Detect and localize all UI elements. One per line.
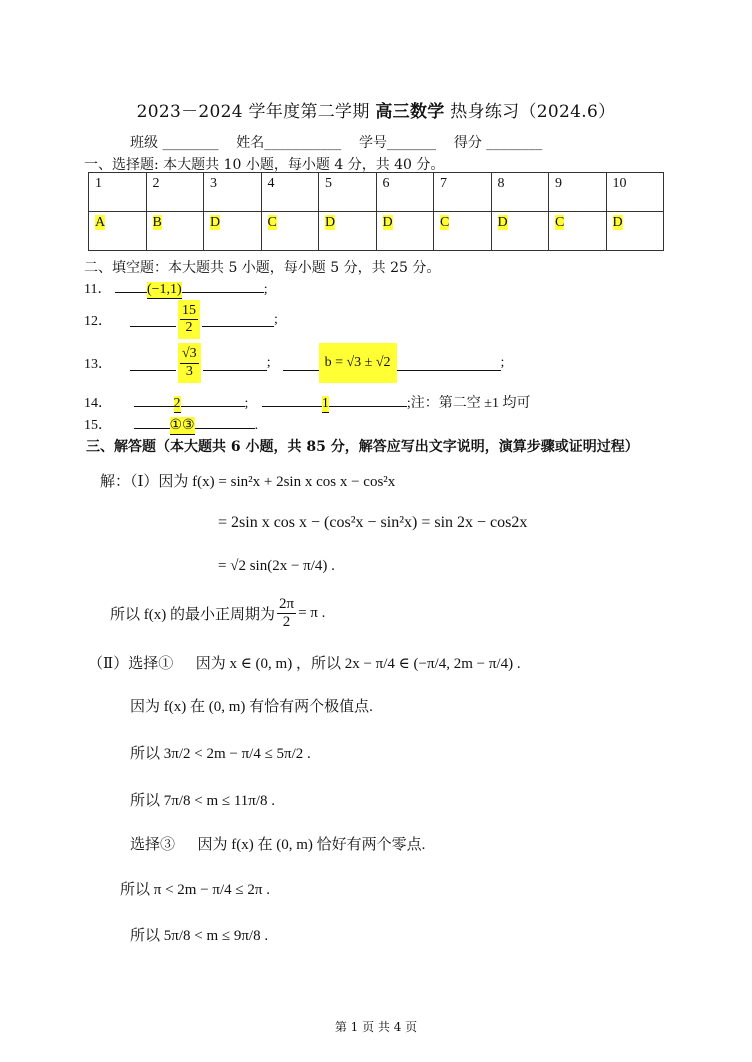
q12-number: 12． bbox=[84, 313, 112, 329]
period-numerator: 2π bbox=[277, 596, 296, 614]
answer-cell bbox=[491, 212, 549, 251]
q13-answer1-fraction bbox=[178, 343, 201, 382]
answer-table bbox=[88, 172, 664, 251]
answer-choice: D bbox=[612, 215, 623, 230]
question-number-cell: 1 bbox=[89, 173, 147, 212]
question-number-cell: 4 bbox=[261, 173, 319, 212]
answer-cell bbox=[319, 212, 377, 251]
question-number-cell: 9 bbox=[549, 173, 607, 212]
q12-denominator: 2 bbox=[185, 320, 193, 336]
solution-line-8: 所以 7π/8 < m ≤ 11π/8 . bbox=[130, 793, 276, 809]
q14-number: 14． bbox=[84, 396, 112, 411]
q14-line: 14． 2 ; 1 ;注：第二空 ±1 均可 bbox=[84, 396, 531, 411]
answer-table-number-row bbox=[89, 173, 664, 212]
solution-line-10: 所以 π < 2m − π/4 ≤ 2π . bbox=[120, 882, 270, 898]
solution-line-7: 所以 3π/2 < 2m − π/4 ≤ 5π/2 . bbox=[130, 746, 311, 762]
q14-answer1: 2 bbox=[173, 396, 181, 411]
solution-line-1: 解：（Ⅰ）因为 f(x) = sin²x + 2sin x cos x − cos²x bbox=[100, 474, 396, 490]
solution-line-6: 因为 f(x) 在 (0, m) 有恰有两个极值点. bbox=[130, 699, 373, 715]
solution-line-2: = 2sin x cos x − (cos²x − sin²x) = sin 2x − cos2x bbox=[218, 514, 528, 531]
answer-choice: D bbox=[325, 215, 336, 230]
answer-choice: D bbox=[382, 215, 393, 230]
q11-answer: (−1,1) bbox=[146, 282, 182, 297]
q13-denominator: 3 bbox=[185, 363, 193, 379]
period-fraction bbox=[277, 596, 296, 632]
page-title bbox=[0, 97, 752, 122]
question-number-cell: 10 bbox=[606, 173, 664, 212]
q15-number: 15． bbox=[84, 418, 112, 433]
answer-choice: C bbox=[267, 215, 277, 230]
section3-heading: 三、解答题（本大题共 6 小题，共 85 分，解答应写出文字说明，演算步骤或证明过程） bbox=[86, 439, 639, 455]
student-info-line: 班级 ________ 姓名___________ 学号_______ 得分 ________ bbox=[130, 135, 543, 151]
answer-choice: B bbox=[152, 215, 162, 230]
q11-number: 11． bbox=[84, 282, 112, 297]
solution-line-11: 所以 5π/8 < m ≤ 9π/8 . bbox=[130, 928, 269, 944]
answer-cell bbox=[146, 212, 204, 251]
question-number-cell: 5 bbox=[319, 173, 377, 212]
solution-line-3: = √2 sin(2x − π/4) . bbox=[218, 558, 335, 574]
q13-number: 13． bbox=[84, 357, 112, 372]
answer-cell bbox=[434, 212, 492, 251]
question-number-cell: 8 bbox=[491, 173, 549, 212]
q14-answer2: 1 bbox=[321, 396, 329, 411]
answer-table-answer-row bbox=[89, 212, 664, 251]
title-bold: 高三数学 bbox=[375, 102, 445, 122]
q12-line: 12． $\frac{15}{2}$ ; bbox=[84, 300, 278, 339]
page-footer: 第 1 页 共 4 页 bbox=[334, 1020, 418, 1034]
section2-heading: 二、填空题：本大题共 5 小题，每小题 5 分，共 25 分。 bbox=[84, 260, 441, 276]
q13-numerator: √3 bbox=[180, 346, 199, 363]
answer-cell bbox=[376, 212, 434, 251]
answer-choice: D bbox=[497, 215, 508, 230]
q15-line: 15． ①③ . bbox=[84, 418, 259, 433]
question-number-cell: 2 bbox=[146, 173, 204, 212]
answer-cell bbox=[89, 212, 147, 251]
q12-answer-fraction bbox=[178, 300, 200, 339]
q15-answer: ①③ bbox=[169, 418, 195, 433]
answer-choice: C bbox=[440, 215, 450, 230]
q11-line: 11． (−1,1) ; bbox=[84, 282, 268, 297]
question-number-cell: 7 bbox=[434, 173, 492, 212]
q13-answer2: b = √3 ± √2 bbox=[319, 343, 397, 383]
section1-heading: 一、选择题: 本大题共 10 小题，每小题 4 分，共 40 分。 bbox=[84, 157, 445, 173]
question-number-cell: 6 bbox=[376, 173, 434, 212]
answer-cell bbox=[261, 212, 319, 251]
period-denominator: 2 bbox=[282, 614, 291, 631]
answer-cell bbox=[606, 212, 664, 251]
solution-line-9: 选择③ 因为 f(x) 在 (0, m) 恰好有两个零点. bbox=[130, 837, 426, 853]
answer-choice: A bbox=[95, 215, 106, 230]
period-result: = π . bbox=[298, 605, 326, 622]
solution-line-5: （Ⅱ）选择① 因为 x ∈ (0, m) ，所以 2x − π/4 ∈ (−π/4, 2m − π/4) . bbox=[88, 656, 521, 672]
answer-cell bbox=[549, 212, 607, 251]
q13-line: 13． $\frac{√3}{3}$ ; b = √3 ± √2 ; bbox=[84, 343, 504, 383]
period-text: 所以 f(x) 的最小正周期为 bbox=[110, 607, 275, 624]
answer-choice: C bbox=[555, 215, 565, 230]
title-part1: 2023－2024 学年度第二学期 bbox=[136, 102, 370, 122]
solution-line-4 bbox=[110, 596, 325, 632]
q12-numerator: 15 bbox=[180, 303, 198, 320]
question-number-cell: 3 bbox=[204, 173, 262, 212]
q14-note: ;注：第二空 ±1 均可 bbox=[406, 396, 531, 411]
answer-cell bbox=[204, 212, 262, 251]
title-part2: 热身练习（2024.6） bbox=[450, 102, 616, 122]
answer-choice: D bbox=[210, 215, 221, 230]
